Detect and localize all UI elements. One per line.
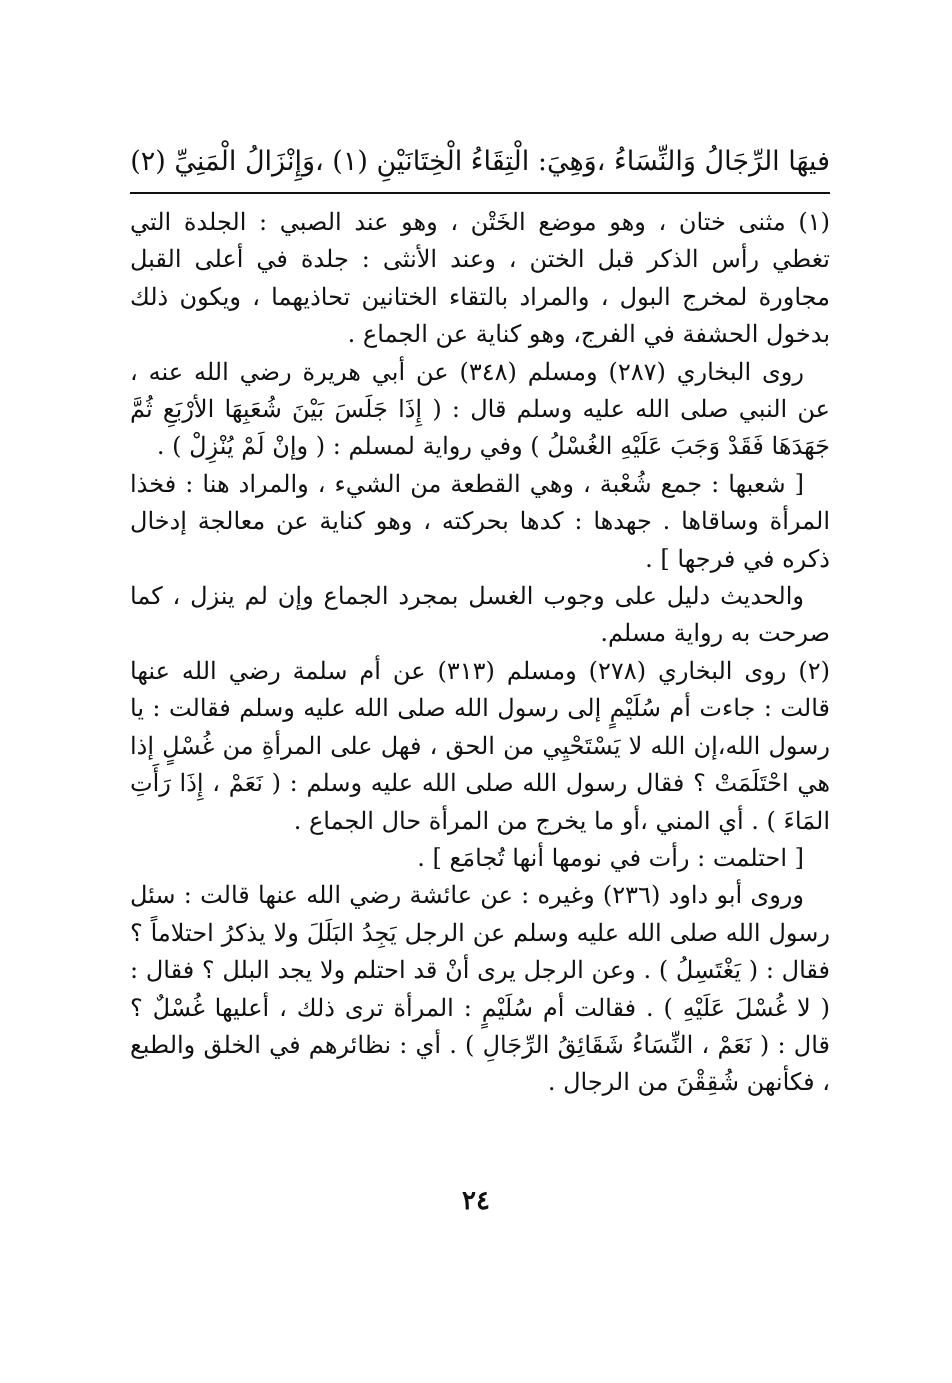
page-body	[130, 138, 830, 1102]
footnote-separator	[130, 192, 830, 194]
footnote-paragraph: روى البخاري (٢٨٧) ومسلم (٣٤٨) عن أبي هريرة رضي الله عنه ، عن النبي صلى الله عليه وسلم قال : ( إِذَا جَلَسَ بَيْنَ شُعَبِهَا الأرْبَعِ ثُمَّ جَهَدَهَا فَقَدْ وَجَبَ عَلَيْهِ الغُسْلُ ) وفي رواية لمسلم : ( وإنْ لَمْ يُنْزِلْ ) .	[130, 357, 830, 461]
footnote-2: (٢) روى البخاري (٢٧٨) ومسلم (٣١٣) عن أم سلمة رضي الله عنها قالت : جاءت أم سُلَيْمٍ إلى رسول الله صلى الله عليه وسلم فقالت : يا رسول الله،إن الله لا يَسْتَحْيِي من الحق ، فهل على المرأةِ من غُسْلٍ إذا هي احْتَلَمَتْ ؟ فقال رسول الله صلى الله عليه وسلم : ( نَعَمْ ، إِذَا رَأَتِ المَاءَ ) . أي المني ،أو ما يخرج من المرأة حال الجماع .	[130, 656, 831, 835]
footnote-paragraph: [ شعبها : جمع شُعْبة ، وهي القطعة من الشيء ، والمراد هنا : فخذا المرأة وساقاها . جهدها : كدها بحركته ، وهو كناية عن معالجة إدخال ذكره في فرجها ] .	[130, 469, 830, 573]
footnote-paragraph: [ احتلمت : رأت في نومها أنها تُجامَع ] .	[417, 843, 804, 872]
footnote-1: (١) مثنى ختان ، وهو موضع الخَتْن ، وهو عند الصبي : الجلدة التي تغطي رأس الذكر قبل الختن ، وعند الأنثى : جلدة في أعلى القبل مجاورة لمخرج البول ، والمراد بالتقاء الختانين تحاذيهما ، ويكون ذلك بدخول الحشفة في الفرج، وهو كناية عن الجماع .	[130, 208, 830, 349]
footnote-paragraph: وروى أبو داود (٢٣٦) وغيره : عن عائشة رضي الله عنها قالت : سئل رسول الله صلى الله عليه وسلم عن الرجل يَجِدُ البَلَلَ ولا يذكرُ احتلاماً ؟ فقال : ( يَغْتَسِلُ ) . وعن الرجل يرى أنْ قد احتلم ولا يجد البلل ؟ فقال : ( لا غُسْلَ عَلَيْهِ ) . فقالت أم سُلَيْمٍ : المرأة ترى ذلك ، أعليها غُسْلٌ ؟ قال : ( نَعَمْ ، النِّسَاءُ شَقَائِقُ الرِّجَالِ ) . أي : نظائرهم في الخلق والطبع ، فكأنهن شُقِقْنَ من الرجال .	[130, 881, 830, 1097]
main-text-line: فيهَا الرِّجَالُ وَالنِّسَاءُ ،وَهِيَ: الْتِقَاءُ الْخِتَانَيْنِ (١) ،وَإِنْزَالُ الْمَنِيِّ (٢)	[130, 146, 830, 177]
page-number: ٢٤	[462, 1186, 490, 1216]
footnote-paragraph: والحديث دليل على وجوب الغسل بمجرد الجماع وإن لم ينزل ، كما صرحت به رواية مسلم.	[130, 582, 830, 648]
footnotes	[130, 204, 830, 1102]
